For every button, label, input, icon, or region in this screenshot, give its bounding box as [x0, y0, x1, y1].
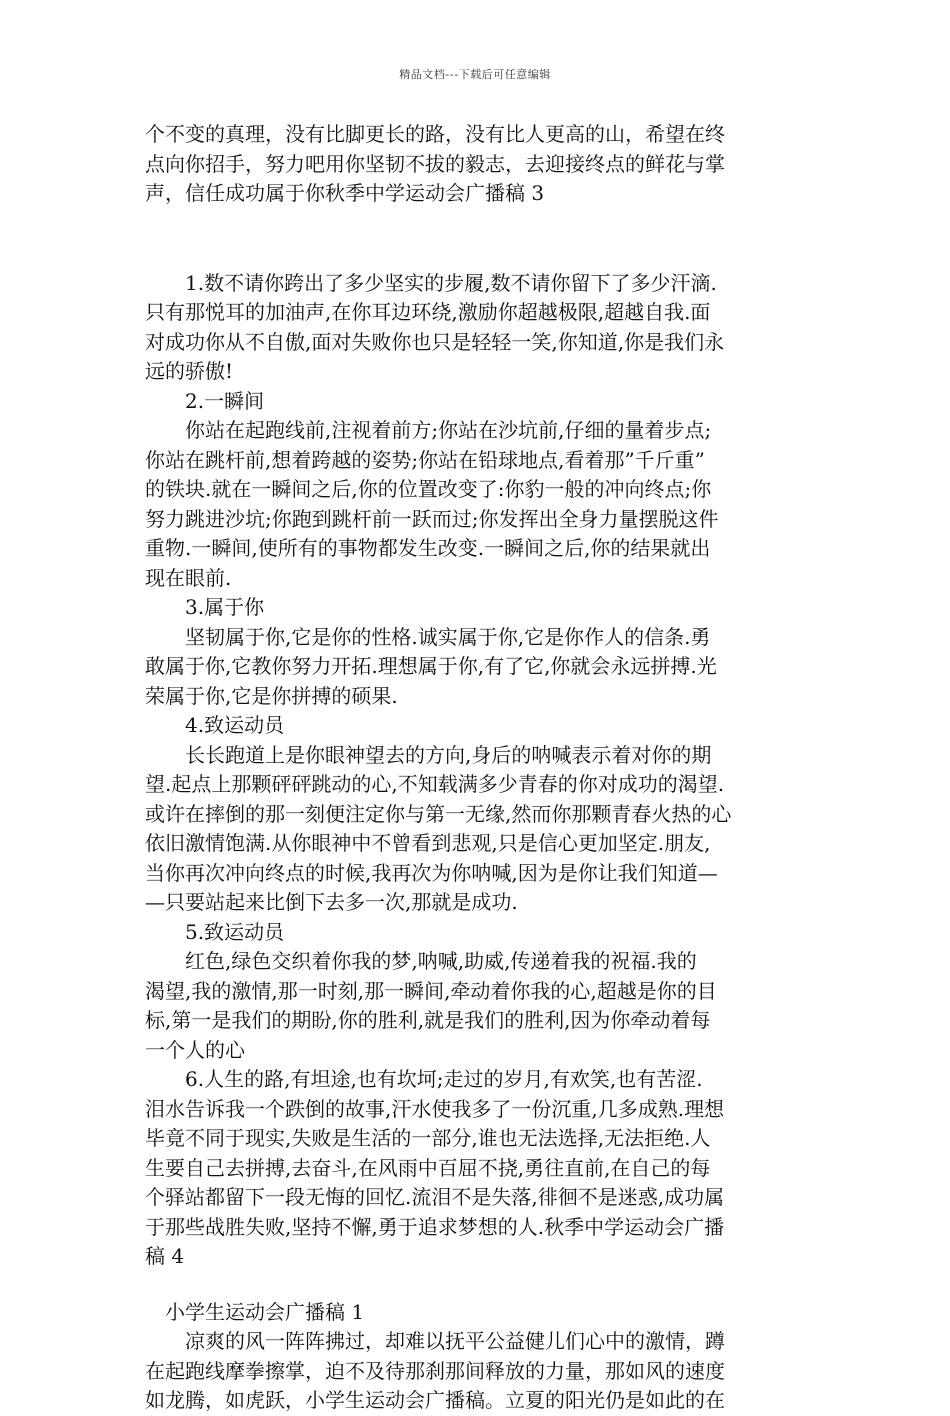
text-line: 荣属于你,它是你拼搏的硕果. — [145, 683, 398, 708]
text-line: 敢属于你,它教你努力开拓.理想属于你,有了它,你就会永远拼搏.光 — [145, 654, 717, 678]
text-line: 个驿站都留下一段无悔的回忆.流泪不是失落,徘徊不是迷惑,成功属 — [145, 1185, 725, 1209]
text-line: 当你再次冲向终点的时候,我再次为你呐喊,因为是你让我们知道— — [145, 860, 718, 885]
section-5 — [145, 918, 807, 1066]
text-line: 努力跳进沙坑;你跑到跳杆前一跃而过;你发挥出全身力量摆脱这件 — [145, 506, 719, 531]
text-line: 的铁块.就在一瞬间之后,你的位置改变了:你豹一般的冲向终点;你 — [145, 477, 712, 501]
text-line: 生要自己去拼搏,去奋斗,在风雨中百屈不挠,勇往直前,在自己的每 — [145, 1155, 711, 1180]
text-line: 只有那悦耳的加油声,在你耳边环绕,激励你超越极限,超越自我.面 — [145, 300, 711, 324]
text-line: 标,第一是我们的期盼,你的胜利,就是我们的胜利,因为你牵动着每 — [145, 1008, 711, 1032]
section-1 — [145, 269, 807, 387]
intro-paragraph — [145, 120, 807, 209]
text-line: 重物.一瞬间,使所有的事物都发生改变.一瞬间之后,你的结果就出 — [145, 536, 711, 560]
text-line: 坚韧属于你,它是你的性格.诚实属于你,它是你作人的信条.勇 — [145, 624, 711, 649]
text-line: 在起跑线摩拳擦掌，迫不及待那刹那间释放的力量，那如风的速度 — [145, 1358, 725, 1383]
text-line: 于那些战胜失败,坚持不懈,勇于追求梦想的人.秋季中学运动会广播 — [145, 1214, 725, 1239]
document-body — [145, 120, 807, 1416]
section-3 — [145, 593, 807, 711]
text-line: 望.起点上那颗砰砰跳动的心,不知载满多少青春的你对成功的渴望. — [145, 772, 725, 796]
text-line: 长长跑道上是你眼神望去的方向,身后的呐喊表示着对你的期 — [145, 742, 712, 767]
closing-section — [145, 1298, 807, 1416]
text-line: 渴望,我的激情,那一时刻,那一瞬间,牵动着你我的心,超越是你的目 — [145, 978, 717, 1003]
text-line: 你站在跳杆前,想着跨越的姿势;你站在铅球地点,看着那”千斤重” — [145, 447, 705, 472]
text-line: 个不变的真理，没有比脚更长的路，没有比人更高的山，希望在终 — [145, 122, 725, 146]
text-line: 毕竟不同于现实,失败是生活的一部分,谁也无法选择,无法拒绝.人 — [145, 1126, 711, 1150]
text-line: 1.数不请你跨出了多少坚实的步履,数不请你留下了多少汗滴. — [145, 270, 717, 295]
text-line: 泪水告诉我一个跌倒的故事,汗水使我多了一份沉重,几多成熟.理想 — [145, 1096, 725, 1121]
section-2 — [145, 387, 807, 594]
section-heading: 3.属于你 — [145, 595, 265, 619]
closing-title: 小学生运动会广播稿 1 — [145, 1299, 365, 1324]
text-line: 对成功你从不自傲,面对失败你也只是轻轻一笑,你知道,你是我们永 — [145, 329, 725, 354]
section-6 — [145, 1065, 807, 1272]
text-line: 声，信任成功属于你秋季中学运动会广播稿 3 — [145, 181, 545, 205]
text-line: 一个人的心 — [145, 1037, 245, 1062]
section-heading: 5.致运动员 — [145, 919, 285, 944]
text-line: 你站在起跑线前,注视着前方;你站在沙坑前,仔细的量着步点; — [145, 418, 712, 442]
text-line: 6.人生的路,有坦途,也有坎坷;走过的岁月,有欢笑,也有苦涩. — [145, 1067, 703, 1091]
text-line: 稿 4 — [145, 1244, 185, 1268]
text-line: 远的骄傲! — [145, 359, 234, 383]
text-line: 现在眼前. — [145, 565, 232, 590]
section-heading: 2.一瞬间 — [145, 388, 265, 413]
text-line: —只要站起来比倒下去多一次,那就是成功. — [145, 890, 518, 914]
page-header: 精品文档---下载后可任意编辑 — [399, 68, 551, 81]
section-gap — [145, 209, 807, 269]
section-gap — [145, 1272, 807, 1298]
section-heading: 4.致运动员 — [145, 713, 285, 737]
text-line: 凉爽的风一阵阵拂过，却难以抚平公益健儿们心中的激情，蹲 — [145, 1329, 725, 1353]
text-line: 点向你招手，努力吧用你坚韧不拔的毅志，去迎接终点的鲜花与掌 — [145, 151, 725, 176]
section-4 — [145, 711, 807, 918]
text-line: 如龙腾，如虎跃，小学生运动会广播稿。立夏的阳光仍是如此的在 — [145, 1388, 725, 1412]
text-line: 或许在摔倒的那一刻便注定你与第一无缘,然而你那颗青春火热的心 — [145, 801, 732, 826]
text-line: 依旧激情饱满.从你眼神中不曾看到悲观,只是信心更加坚定.朋友, — [145, 831, 711, 855]
text-line: 红色,绿色交织着你我的梦,呐喊,助威,传递着我的祝福.我的 — [145, 949, 697, 973]
